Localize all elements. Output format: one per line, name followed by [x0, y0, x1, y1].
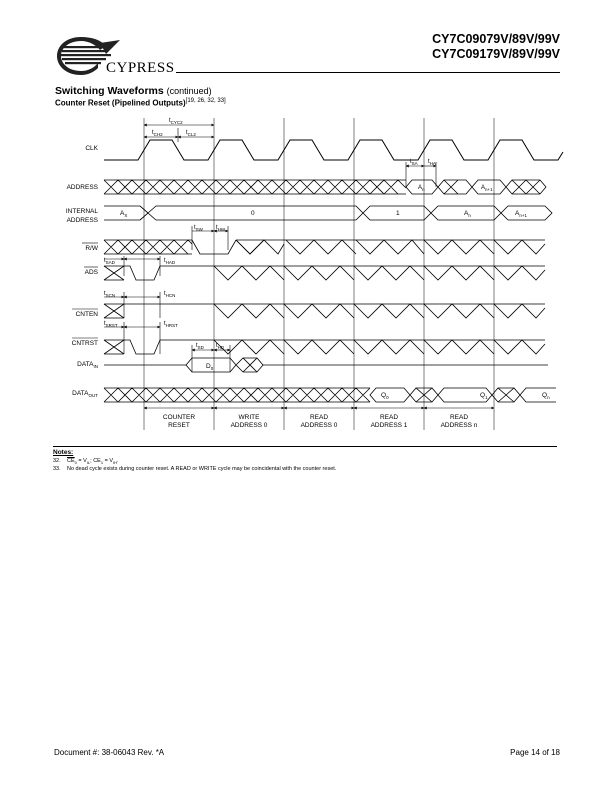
- data-out-value-q1: $Q_1$: [480, 392, 488, 400]
- timing-label-tcl2: $t_{CL2}$: [186, 130, 196, 137]
- data-in-value-d0: $D_0$: [206, 363, 214, 371]
- signal-label-cntrst: CNTRST: [71, 340, 98, 347]
- timing-label-tsd: $t_{SD}$: [196, 343, 204, 350]
- timing-label-tsw: $t_{SW}$: [194, 225, 203, 232]
- phase-label-read-address-n-2: ADDRESS n: [440, 422, 478, 429]
- timing-label-thcn: $t_{HCN}$: [164, 291, 176, 298]
- timing-label-tcyc2: $t_{CYC2}$: [169, 118, 183, 125]
- internal-address-line-1: INTERNAL: [65, 208, 98, 215]
- address-waveform: [104, 180, 546, 194]
- internal-address-waveform: [104, 206, 552, 220]
- part-number-line-1: CY7C09079V/89V/99V: [432, 32, 560, 46]
- address-value-an: $A_n$: [418, 185, 425, 192]
- internal-value-0: 0: [251, 210, 255, 217]
- signal-label-clk: CLK: [85, 145, 98, 152]
- data-out-value-qn: $Q_n$: [542, 392, 550, 400]
- cnten-waveform: [104, 304, 545, 318]
- internal-value-ax: $A_X$: [120, 210, 128, 218]
- phase-label-read-address-1: READ: [379, 414, 399, 421]
- phase-label-read-address-n: READ: [449, 414, 469, 421]
- part-number-line-2: CY7C09179V/89V/99V: [432, 47, 560, 61]
- phase-label-counter-reset: COUNTER: [162, 414, 196, 421]
- phase-label-counter-reset-2: RESET: [168, 422, 190, 429]
- signal-label-data-in: $DATA_{IN}$: [77, 361, 98, 369]
- cntrst-waveform: [104, 340, 545, 354]
- address-value-an1: $A_{n+1}$: [481, 185, 493, 192]
- phase-label-read-address-0: READ: [309, 414, 329, 421]
- timing-label-thd: $t_{HD}$: [216, 343, 225, 350]
- signal-label-internal-address: [66, 208, 99, 215]
- brand-name: CYPRESS: [106, 60, 175, 76]
- phase-label-write-address-0-2: ADDRESS 0: [230, 422, 268, 429]
- timing-label-tha: $t_{HA}$: [428, 159, 436, 166]
- internal-value-an1: $A_{n+1}$: [515, 210, 527, 218]
- section-title-suffix: (continued): [166, 86, 212, 96]
- clock-edge-guides: [144, 118, 494, 430]
- signal-label-ads: ADS: [84, 269, 98, 276]
- notes-heading: Notes:: [53, 449, 74, 456]
- timing-label-thrst: $t_{HRST}$: [164, 321, 178, 328]
- note-32: 32. $\overline{CE}_0 = V_{IL}$; $CE_1 = V_{IH}$.: [53, 458, 119, 466]
- diagram-subtitle-refs: [19, 26, 32, 33]: [185, 98, 226, 104]
- signal-label-data-out: $DATA_{OUT}$: [72, 390, 98, 398]
- ads-waveform: [104, 266, 545, 280]
- timing-label-thw: $t_{HW}$: [216, 225, 226, 232]
- signal-label-cnten: CNTEN: [75, 311, 98, 318]
- phase-label-read-address-1-2: ADDRESS 1: [370, 422, 408, 429]
- timing-label-tsrst: $t_{SRST}$: [104, 321, 118, 328]
- internal-value-an: $A_n$: [464, 210, 471, 218]
- notes-rule: [53, 446, 557, 447]
- signal-label-internal-address-2: ADDRESS: [66, 217, 98, 224]
- timing-label-tch2: $t_{CH2}$: [152, 130, 163, 137]
- document-number: Document #: 38-06043 Rev. *A: [54, 748, 165, 757]
- phase-label-read-address-0-2: ADDRESS 0: [300, 422, 338, 429]
- note-33: 33. No dead cycle exists during counter reset. A READ or WRITE cycle may be coincidental with the counter reset.: [53, 466, 337, 472]
- timing-label-tsad: $t_{SAD}$: [104, 258, 115, 265]
- timing-label-tsa: $t_{SA}$: [410, 159, 418, 166]
- signal-label-rw: R/W: [85, 245, 98, 252]
- timing-label-tscn: $t_{SCN}$: [104, 291, 116, 298]
- timing-label-thad: $t_{HAD}$: [164, 258, 176, 265]
- phase-label-write-address-0: WRITE: [238, 414, 260, 421]
- data-out-waveform: [104, 388, 556, 402]
- data-in-waveform: [104, 358, 548, 372]
- signal-label-address: ADDRESS: [66, 184, 98, 191]
- data-out-value-q0: $Q_0$: [381, 392, 389, 400]
- section-title-text: Switching Waveforms: [55, 85, 164, 97]
- rw-waveform: [104, 240, 545, 254]
- diagram-subtitle-text: Counter Reset (Pipelined Outputs): [55, 98, 186, 108]
- internal-value-1: 1: [396, 210, 400, 217]
- page-number: Page 14 of 18: [510, 748, 560, 757]
